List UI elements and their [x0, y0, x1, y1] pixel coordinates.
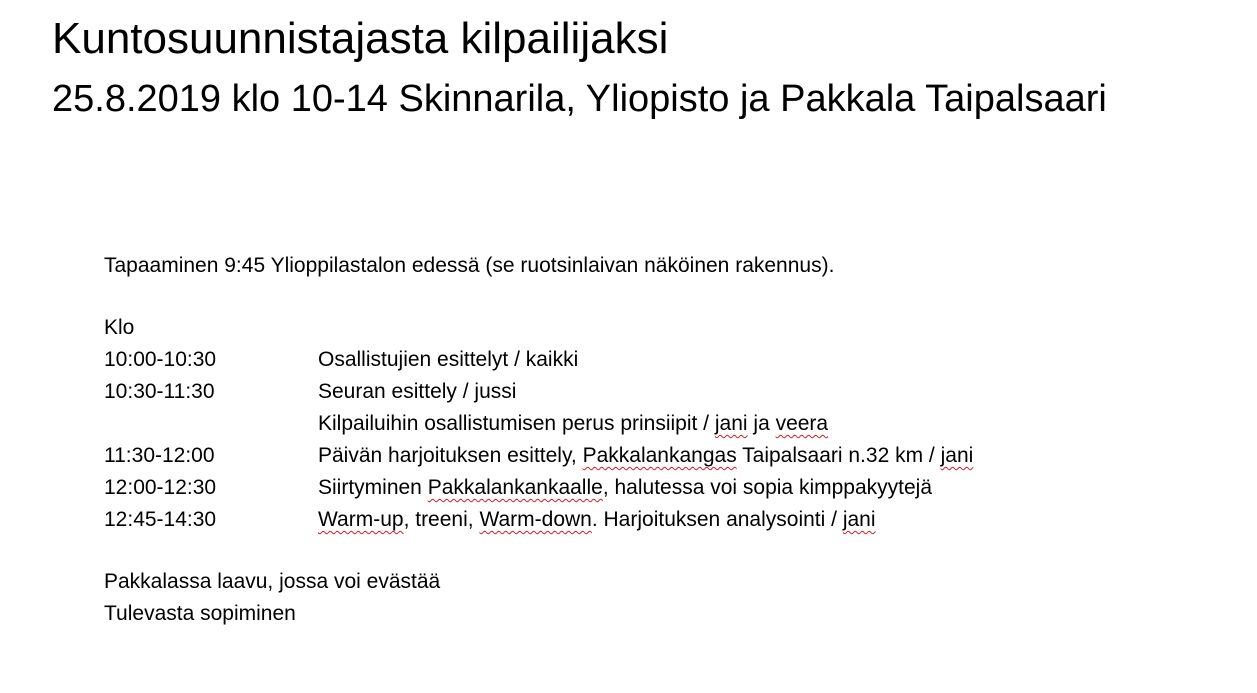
- schedule-desc: [318, 472, 932, 504]
- schedule-desc: [318, 440, 973, 472]
- desc-text: , halutessa voi sopia kimppakyytejä: [602, 476, 932, 499]
- spellcheck-word: Warm-down: [479, 508, 592, 531]
- spellcheck-word: jani: [842, 508, 876, 531]
- schedule-time: 10:00-10:30: [104, 348, 217, 371]
- desc-text: . Harjoituksen analysointi /: [591, 508, 843, 531]
- schedule-time: 10:30-11:30: [104, 380, 215, 403]
- schedule-desc: [318, 376, 516, 408]
- note-line: Tulevasta sopiminen: [104, 602, 296, 625]
- schedule-desc: [318, 504, 876, 536]
- desc-text: ja: [747, 412, 776, 435]
- desc-text: Osallistujien esittelyt / kaikki: [318, 348, 579, 371]
- schedule-time: 11:30-12:00: [104, 444, 215, 467]
- schedule-row: [104, 440, 1204, 472]
- desc-text: Seuran esittely / jussi: [318, 380, 517, 403]
- slide-body: [104, 250, 1204, 630]
- slide-title: Kuntosuunnistajasta kilpailijaksi: [52, 14, 669, 63]
- klo-label: Klo: [104, 316, 135, 339]
- desc-text: , treeni,: [403, 508, 480, 531]
- schedule-desc: [318, 344, 578, 376]
- spellcheck-word: Warm-up: [318, 508, 404, 531]
- schedule-row: [104, 472, 1204, 504]
- note-line: Pakkalassa laavu, jossa voi evästää: [104, 570, 441, 593]
- desc-text: Kilpailuihin osallistumisen perus prinsiipit /: [318, 412, 715, 435]
- spellcheck-word: Pakkalankangas: [582, 444, 737, 467]
- schedule-row: [104, 376, 1204, 408]
- schedule-row: [104, 344, 1204, 376]
- spellcheck-word: jani: [940, 444, 974, 467]
- spellcheck-word: Pakkalankankaalle: [427, 476, 603, 499]
- meeting-line: Tapaaminen 9:45 Ylioppilastalon edessä (se ruotsinlaivan näköinen rakennus).: [104, 254, 835, 277]
- desc-text: Päivän harjoituksen esittely,: [318, 444, 583, 467]
- schedule-row: [104, 504, 1204, 536]
- schedule-time: 12:45-14:30: [104, 508, 217, 531]
- desc-text: Siirtyminen: [318, 476, 428, 499]
- spellcheck-word: veera: [775, 412, 829, 435]
- slide-subtitle: 25.8.2019 klo 10-14 Skinnarila, Yliopisto ja Pakkala Taipalsaari: [52, 78, 1107, 120]
- schedule-time: 12:00-12:30: [104, 476, 217, 499]
- desc-text: Taipalsaari n.32 km /: [736, 444, 941, 467]
- spellcheck-word: jani: [714, 412, 748, 435]
- schedule-desc: [318, 408, 828, 440]
- schedule-row: [104, 408, 1204, 440]
